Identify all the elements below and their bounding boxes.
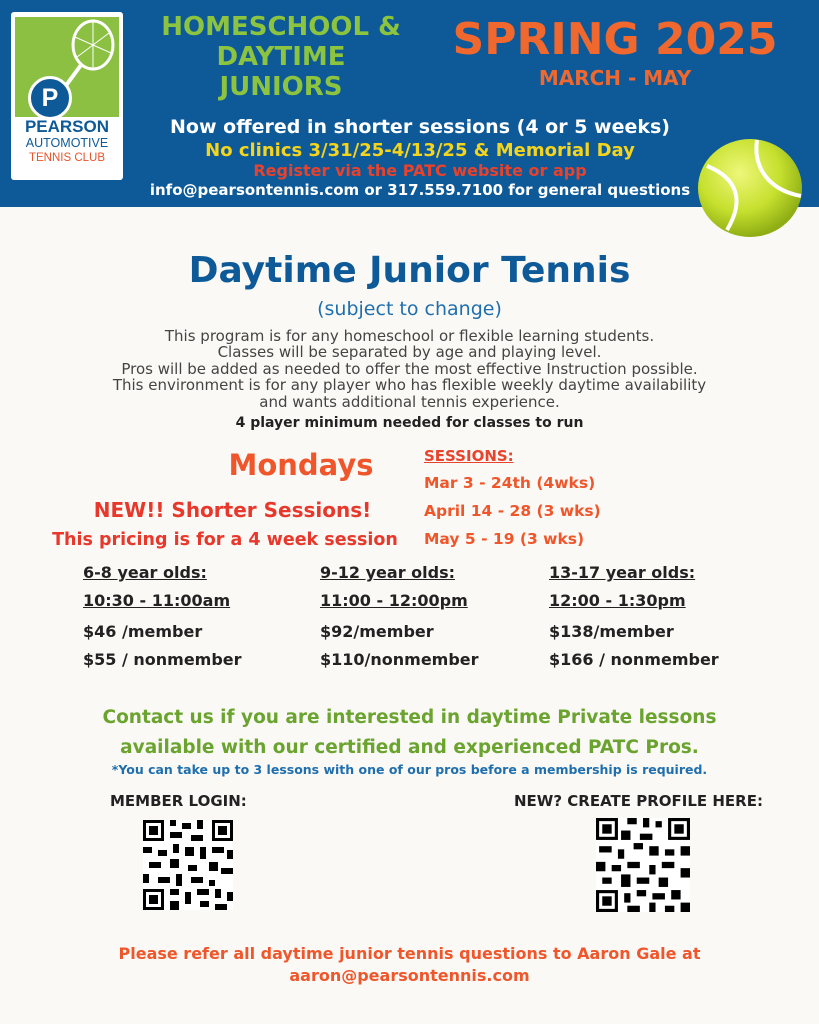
create-profile-qr-code[interactable] <box>596 818 690 912</box>
program-title: HOMESCHOOL & DAYTIME JUNIORS <box>161 12 401 102</box>
program-description: This program is for any homeschool or flexible learning students. Classes will be separated by age and playing level. Pros will be added as needed to offer the most effective Instruction possible. This environment is for any player who has flexible weekly daytime availability and wants additional tennis experience. <box>112 327 707 411</box>
subject-note: (subject to change) <box>317 298 502 320</box>
age-label: 6-8 year olds: <box>83 563 207 582</box>
register-line[interactable]: Register via the PATC website or app <box>253 161 587 180</box>
tennis-ball-icon <box>697 138 803 238</box>
member-price: $138/member <box>549 622 674 641</box>
nonmember-price: $110/nonmember <box>320 650 479 669</box>
questions-contact: Please refer all daytime junior tennis questions to Aaron Gale at aaron@pearsontennis.com <box>0 943 819 987</box>
nonmember-price: $55 / nonmember <box>83 650 242 669</box>
private-lessons-contact: Contact us if you are interested in daytime Private lessons available with our certified and experienced PATC Pros. <box>102 707 717 758</box>
session-item: April 14 - 28 (3 wks) <box>424 502 601 520</box>
day-heading: Mondays <box>228 448 374 482</box>
member-login-label: MEMBER LOGIN: <box>110 792 247 810</box>
contact-info[interactable]: info@pearsontennis.com or 317.559.7100 for general questions <box>149 181 691 199</box>
member-price: $46 /member <box>83 622 203 641</box>
logo-sub: AUTOMOTIVE <box>25 136 109 150</box>
age-group-9-12 <box>320 563 479 669</box>
time-label: 11:00 - 12:00pm <box>320 591 468 610</box>
sessions-heading: SESSIONS: <box>424 447 514 465</box>
age-label: 9-12 year olds: <box>320 563 455 582</box>
sessions-line: Now offered in shorter sessions (4 or 5 weeks) <box>170 116 670 138</box>
logo-name: PEARSON <box>24 117 110 136</box>
page-title: Daytime Junior Tennis <box>188 250 631 291</box>
no-clinics-line: No clinics 3/31/25-4/13/25 & Memorial Day <box>205 140 635 161</box>
pricing-note: This pricing is for a 4 week session <box>52 530 398 550</box>
age-label: 13-17 year olds: <box>549 563 696 582</box>
club-logo[interactable] <box>11 12 123 180</box>
age-group-6-8 <box>83 563 242 669</box>
logo-racket-graphic <box>15 17 119 117</box>
new-sessions-heading: NEW!! Shorter Sessions! <box>93 498 372 522</box>
session-item: Mar 3 - 24th (4wks) <box>424 474 596 492</box>
create-profile-label: NEW? CREATE PROFILE HERE: <box>514 792 763 810</box>
member-price: $92/member <box>320 622 434 641</box>
age-group-13-17 <box>549 563 719 669</box>
time-label: 10:30 - 11:00am <box>83 591 231 610</box>
logo-club: TENNIS CLUB <box>28 152 106 164</box>
member-login-qr-code[interactable] <box>143 820 233 910</box>
session-item: May 5 - 19 (3 wks) <box>424 530 585 548</box>
season-title: SPRING 2025 <box>452 14 778 65</box>
season-months: MARCH - MAY <box>538 66 692 90</box>
nonmember-price: $166 / nonmember <box>549 650 719 669</box>
aaron-email-link[interactable]: aaron@pearsontennis.com <box>289 966 530 985</box>
minimum-players: 4 player minimum needed for classes to run <box>235 415 584 431</box>
time-label: 12:00 - 1:30pm <box>549 591 686 610</box>
logo-p-badge: P <box>28 76 72 120</box>
lessons-footnote: *You can take up to 3 lessons with one of our pros before a membership is required. <box>111 762 708 777</box>
